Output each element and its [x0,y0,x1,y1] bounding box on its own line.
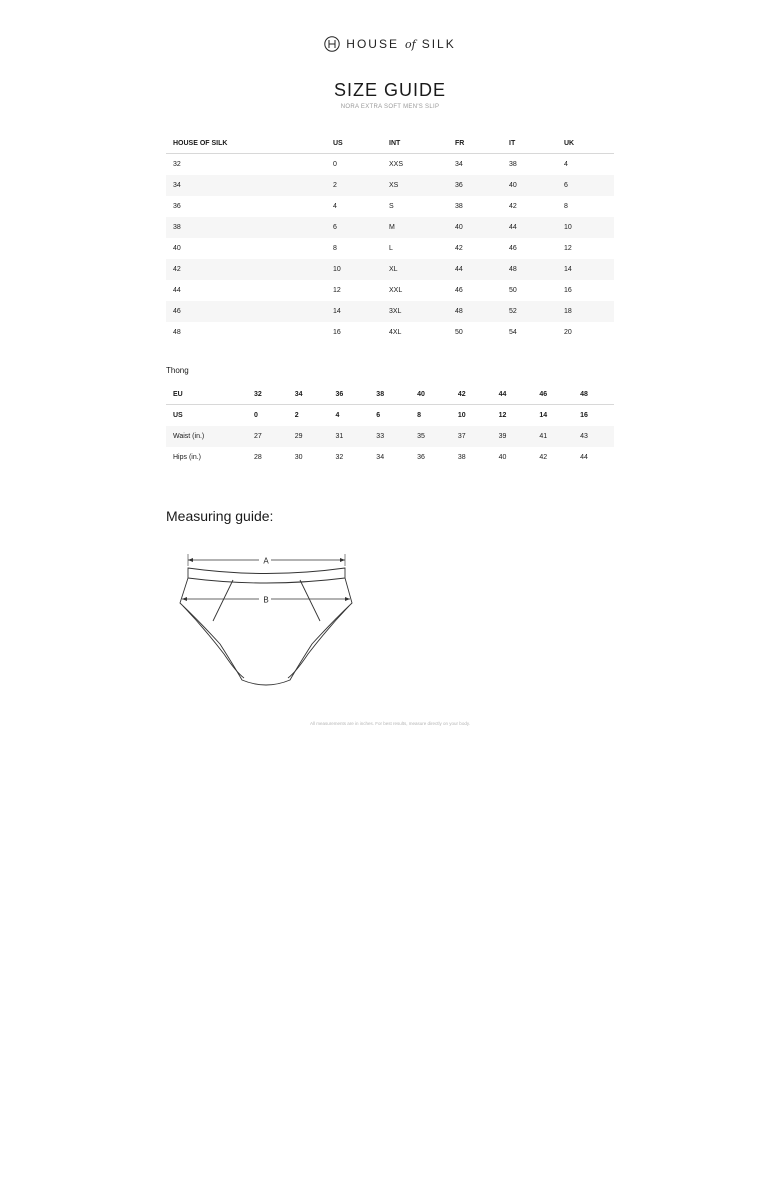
thong-table-cell: 27 [247,426,288,447]
thong-table-cell: 38 [457,454,466,461]
thong-table-header-cell: 40 [410,384,451,405]
size-table-cell: 40 [502,175,557,196]
measurement-footnote: All measurements are in inches. For best results, measure directly on your body. [310,721,470,726]
size-table-cell: 44 [502,217,557,238]
thong-table-body [166,405,614,469]
size-table-header-cell: FR [448,133,502,154]
thong-table-cell: 6 [376,412,381,419]
size-table-cell: 40 [448,217,502,238]
thong-table-header-cell: 42 [451,384,492,405]
size-table-cell: 36 [173,203,181,210]
size-table-cell: 40 [173,245,181,252]
measure-label-a: A [263,556,269,566]
size-table-cell: XS [382,175,448,196]
size-table-cell: 48 [173,329,181,336]
size-table-header-cell: US [326,133,382,154]
thong-table-header-cell: 34 [288,384,329,405]
size-table-cell: 50 [455,329,463,336]
thong-table-cell: 30 [294,454,303,461]
size-table-cell: 6 [326,217,382,238]
size-table-cell: 44 [173,287,181,294]
thong-table-cell: 4 [335,412,340,419]
size-table-cell: 46 [509,245,517,252]
thong-table-row [166,405,614,427]
thong-table-header-cell: 44 [492,384,533,405]
size-table-cell: 10 [326,259,382,280]
thong-table-header-cell: 46 [532,384,573,405]
size-table-cell: L [389,245,393,252]
thong-table-header-cell: 32 [247,384,288,405]
size-table-cell: 12 [333,287,341,294]
size-table-cell: 48 [502,259,557,280]
size-table-cell: 14 [557,259,614,280]
size-table-header-cell: INT [382,133,448,154]
size-table-cell: 46 [455,287,463,294]
thong-table-header-cell: EU [166,384,247,405]
thong-table-cell: 39 [492,426,533,447]
size-table-cell: XXS [389,161,404,168]
brief-measurement-diagram [170,548,366,694]
size-table-cell: XL [382,259,448,280]
brand-logo [0,36,780,52]
size-table-cell: 4 [333,203,337,210]
size-table-row [166,196,614,217]
size-table-header-cell: HOUSE OF SILK [166,133,326,154]
size-table-cell: 38 [509,161,517,168]
thong-table-row [166,426,614,447]
thong-table-cell: 29 [288,426,329,447]
size-table-cell: 34 [166,175,326,196]
size-table-cell: 34 [455,161,463,168]
thong-table-cell: 28 [254,454,262,461]
size-table-row [166,280,614,301]
size-table-cell: 12 [564,245,572,252]
size-table-cell: M [382,217,448,238]
size-table-cell: 32 [173,161,181,168]
thong-table-cell: Waist (in.) [166,426,247,447]
size-table-cell: 38 [166,217,326,238]
size-table-row [166,259,614,280]
size-table-cell: XXL [389,287,403,294]
thong-table-cell: 43 [573,426,614,447]
thong-table-cell: US [173,412,183,419]
size-table-cell: 0 [333,161,337,168]
size-table-cell: S [389,203,394,210]
size-table-cell: 16 [564,287,572,294]
size-table-header [166,133,614,154]
brand-word-house: HOUSE [346,37,399,51]
size-table-cell: 52 [502,301,557,322]
thong-table-cell: 10 [457,412,466,419]
size-table-row [166,217,614,238]
thong-table-cell: 14 [539,412,548,419]
thong-table-cell: 44 [580,454,588,461]
thong-table-cell: 37 [451,426,492,447]
size-table-cell: 16 [333,329,341,336]
brand-word-of: of [404,37,416,51]
thong-table-cell: 40 [498,454,507,461]
size-table-cell: 3XL [382,301,448,322]
thong-table-cell: 34 [376,454,385,461]
size-table-cell: 18 [557,301,614,322]
thong-table-cell: 35 [410,426,451,447]
size-table-cell: 20 [564,329,572,336]
size-table-row [166,175,614,196]
size-table-cell: 4 [564,161,568,168]
size-table-cell: 8 [333,245,337,252]
size-table-cell: 48 [448,301,502,322]
size-table-cell: 8 [564,203,568,210]
size-table-cell: 42 [509,203,517,210]
size-table-row [166,322,614,343]
thong-table-cell: 31 [329,426,370,447]
thong-table-header-cell: 36 [329,384,370,405]
size-table-header-cell: UK [557,133,614,154]
size-table-header-cell: IT [502,133,557,154]
thong-table-header-cell: 48 [573,384,614,405]
monogram-icon [324,36,340,52]
thong-table-cell: 8 [417,412,421,419]
size-table-row [166,238,614,259]
thong-table-cell: 33 [369,426,410,447]
size-conversion-table [166,133,614,343]
size-table-cell: 38 [455,203,463,210]
brand-word-silk: SILK [421,37,456,51]
page-title: SIZE GUIDE [333,80,446,100]
thong-table-cell: 12 [498,412,507,419]
size-table-cell: 54 [509,329,517,336]
measuring-guide-title: Measuring guide: [166,508,274,524]
size-table-cell: 14 [326,301,382,322]
size-table-cell: 46 [166,301,326,322]
size-table-row [166,154,614,176]
size-table-cell: 50 [509,287,517,294]
size-table-cell: 42 [455,245,463,252]
thong-table-cell: 16 [580,412,588,419]
thong-table-row [166,447,614,468]
thong-table-cell: 41 [532,426,573,447]
thong-section-label: Thong [166,366,189,375]
size-table-body [166,154,614,344]
thong-table-cell: 32 [335,454,344,461]
page-subtitle: NORA EXTRA SOFT MEN'S SLIP [340,104,440,110]
size-table-cell: 44 [448,259,502,280]
thong-table-header [166,384,614,405]
thong-table-cell: 36 [417,454,425,461]
size-table-cell: 10 [557,217,614,238]
thong-table-cell: 42 [539,454,548,461]
size-table-cell: 36 [448,175,502,196]
measure-label-b: B [263,595,269,605]
size-table-cell: 2 [326,175,382,196]
thong-table-header-cell: 38 [369,384,410,405]
thong-table-cell: 0 [254,412,258,419]
thong-table-cell: Hips (in.) [173,454,202,461]
size-table-cell: 6 [557,175,614,196]
size-table-cell: 42 [166,259,326,280]
size-table-cell: 4XL [389,329,402,336]
thong-size-table [166,384,614,468]
thong-table-cell: 2 [294,412,299,419]
size-table-row [166,301,614,322]
brief-outline [180,568,352,685]
